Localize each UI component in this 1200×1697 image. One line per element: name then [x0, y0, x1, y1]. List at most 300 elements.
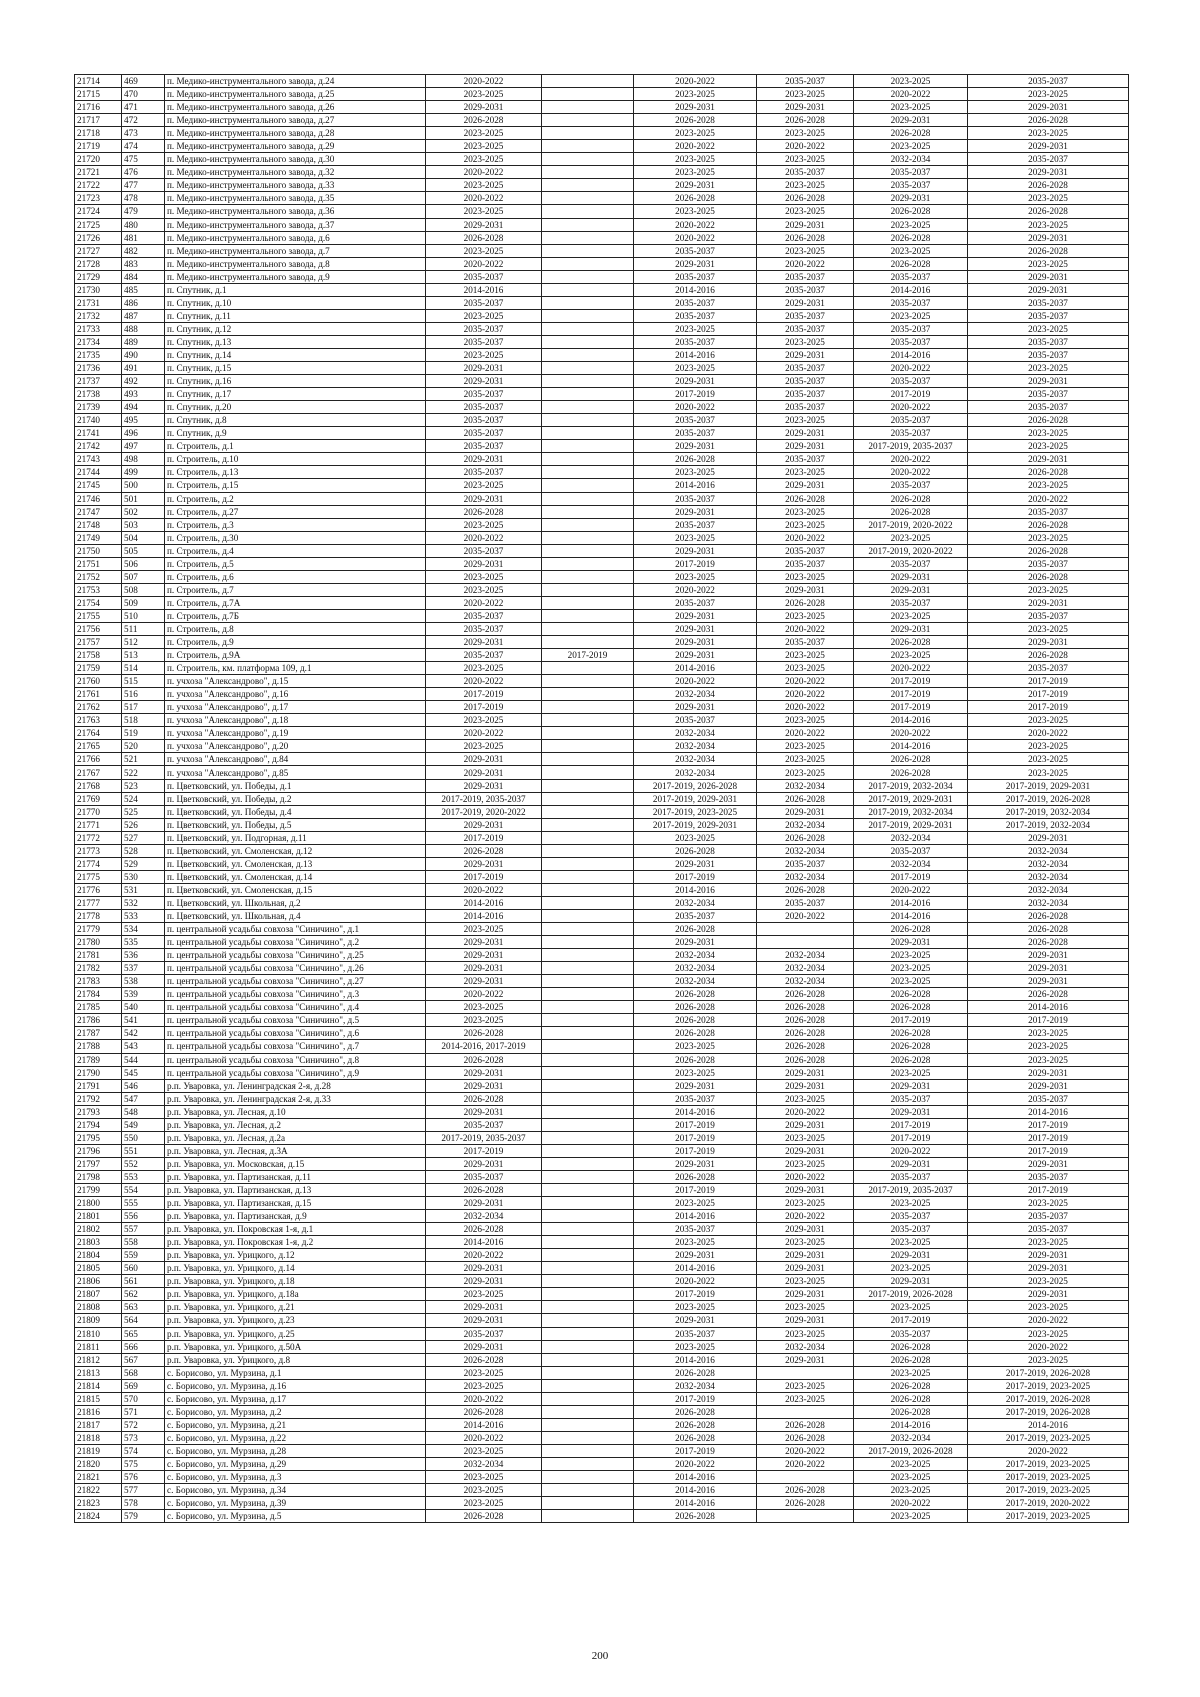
address-cell: п. центральной усадьбы совхоза "Синичино", д.25 — [165, 949, 426, 962]
period-cell-4: 2035-2037 — [757, 388, 854, 401]
row-number-cell: 535 — [122, 936, 165, 949]
row-number-cell: 518 — [122, 714, 165, 727]
row-id-cell: 21729 — [75, 270, 122, 283]
period-cell-4 — [757, 1510, 854, 1523]
row-number-cell: 560 — [122, 1262, 165, 1275]
period-cell-1: 2023-2025 — [426, 348, 542, 361]
period-cell-6: 2023-2025 — [968, 583, 1129, 596]
period-cell-6: 2032-2034 — [968, 883, 1129, 896]
period-cell-1: 2035-2037 — [426, 1170, 542, 1183]
period-cell-3: 2029-2031 — [634, 179, 757, 192]
period-cell-4: 2020-2022 — [757, 910, 854, 923]
period-cell-1: 2029-2031 — [426, 453, 542, 466]
row-id-cell: 21817 — [75, 1418, 122, 1431]
row-number-cell: 488 — [122, 322, 165, 335]
period-cell-5: 2014-2016 — [854, 740, 968, 753]
period-cell-6: 2017-2019, 2026-2028 — [968, 792, 1129, 805]
period-cell-2 — [542, 988, 634, 1001]
period-cell-5: 2023-2025 — [854, 1301, 968, 1314]
period-cell-3: 2035-2037 — [634, 910, 757, 923]
period-cell-1: 2014-2016 — [426, 910, 542, 923]
period-cell-5: 2023-2025 — [854, 1197, 968, 1210]
period-cell-4: 2023-2025 — [757, 335, 854, 348]
period-cell-6: 2035-2037 — [968, 1223, 1129, 1236]
row-id-cell: 21777 — [75, 896, 122, 909]
period-cell-4: 2029-2031 — [757, 1223, 854, 1236]
period-cell-1: 2020-2022 — [426, 1392, 542, 1405]
period-cell-6: 2035-2037 — [968, 388, 1129, 401]
address-cell: п. Цветковский, ул. Школьная, д.4 — [165, 910, 426, 923]
period-cell-3: 2023-2025 — [634, 88, 757, 101]
period-cell-3: 2035-2037 — [634, 596, 757, 609]
period-cell-5: 2023-2025 — [854, 1262, 968, 1275]
address-cell: п. Строитель, км. платформа 109, д.1 — [165, 662, 426, 675]
period-cell-2 — [542, 1288, 634, 1301]
period-cell-4: 2026-2028 — [757, 114, 854, 127]
period-cell-6: 2017-2019 — [968, 1183, 1129, 1196]
address-cell: п. Медико-инструментального завода, д.27 — [165, 114, 426, 127]
table-row — [75, 1314, 1129, 1327]
period-cell-1: 2029-2031 — [426, 375, 542, 388]
table-row — [75, 270, 1129, 283]
period-cell-4: 2026-2028 — [757, 1053, 854, 1066]
period-cell-5: 2023-2025 — [854, 309, 968, 322]
table-row — [75, 1144, 1129, 1157]
period-cell-4: 2035-2037 — [757, 896, 854, 909]
address-cell: п. Строитель, д.10 — [165, 453, 426, 466]
row-number-cell: 570 — [122, 1392, 165, 1405]
period-cell-6: 2029-2031 — [968, 101, 1129, 114]
table-row — [75, 923, 1129, 936]
period-cell-5: 2017-2019, 2020-2022 — [854, 518, 968, 531]
period-cell-2 — [542, 466, 634, 479]
period-cell-5: 2017-2019, 2035-2037 — [854, 1183, 968, 1196]
period-cell-6: 2035-2037 — [968, 348, 1129, 361]
table-row — [75, 401, 1129, 414]
period-cell-4: 2032-2034 — [757, 1340, 854, 1353]
period-cell-2 — [542, 949, 634, 962]
address-cell: п. учхоза "Александрово", д.15 — [165, 675, 426, 688]
address-cell: с. Борисово, ул. Мурзина, д.28 — [165, 1444, 426, 1457]
period-cell-3: 2023-2025 — [634, 127, 757, 140]
period-cell-5: 2020-2022 — [854, 453, 968, 466]
period-cell-6: 2017-2019, 2032-2034 — [968, 818, 1129, 831]
period-cell-3: 2017-2019 — [634, 1131, 757, 1144]
table-row — [75, 231, 1129, 244]
row-number-cell: 550 — [122, 1131, 165, 1144]
period-cell-2 — [542, 1144, 634, 1157]
row-number-cell: 492 — [122, 375, 165, 388]
period-cell-2 — [542, 231, 634, 244]
row-number-cell: 473 — [122, 127, 165, 140]
row-id-cell: 21808 — [75, 1301, 122, 1314]
address-cell: п. Строитель, д.5 — [165, 557, 426, 570]
period-cell-2 — [542, 1066, 634, 1079]
period-cell-4: 2023-2025 — [757, 1092, 854, 1105]
period-cell-3: 2026-2028 — [634, 923, 757, 936]
period-cell-5: 2017-2019, 2032-2034 — [854, 779, 968, 792]
period-cell-4: 2020-2022 — [757, 1210, 854, 1223]
period-cell-3: 2026-2028 — [634, 1027, 757, 1040]
period-cell-1: 2032-2034 — [426, 1457, 542, 1470]
period-cell-3: 2029-2031 — [634, 440, 757, 453]
table-row — [75, 1497, 1129, 1510]
period-cell-6: 2023-2025 — [968, 88, 1129, 101]
period-cell-2 — [542, 1262, 634, 1275]
table-row — [75, 140, 1129, 153]
period-cell-6: 2023-2025 — [968, 362, 1129, 375]
table-row — [75, 1471, 1129, 1484]
row-number-cell: 504 — [122, 531, 165, 544]
period-cell-5: 2029-2031 — [854, 1105, 968, 1118]
period-cell-5: 2020-2022 — [854, 88, 968, 101]
period-cell-3: 2029-2031 — [634, 1314, 757, 1327]
table-row — [75, 1288, 1129, 1301]
address-cell: п. Цветковский, ул. Победы, д.4 — [165, 805, 426, 818]
period-cell-4: 2023-2025 — [757, 414, 854, 427]
period-cell-4: 2023-2025 — [757, 153, 854, 166]
period-cell-2 — [542, 179, 634, 192]
period-cell-2 — [542, 1157, 634, 1170]
period-cell-4: 2023-2025 — [757, 753, 854, 766]
address-cell: п. Медико-инструментального завода, д.33 — [165, 179, 426, 192]
row-id-cell: 21784 — [75, 988, 122, 1001]
row-number-cell: 564 — [122, 1314, 165, 1327]
period-cell-1: 2014-2016 — [426, 1236, 542, 1249]
row-number-cell: 530 — [122, 870, 165, 883]
table-row — [75, 896, 1129, 909]
period-cell-6: 2017-2019, 2023-2025 — [968, 1457, 1129, 1470]
period-cell-2 — [542, 962, 634, 975]
row-id-cell: 21759 — [75, 662, 122, 675]
table-row — [75, 309, 1129, 322]
period-cell-6: 2029-2031 — [968, 1066, 1129, 1079]
table-row — [75, 636, 1129, 649]
period-cell-4: 2023-2025 — [757, 127, 854, 140]
table-row — [75, 857, 1129, 870]
table-row — [75, 870, 1129, 883]
period-cell-2 — [542, 505, 634, 518]
period-cell-5: 2035-2037 — [854, 375, 968, 388]
period-cell-4: 2020-2022 — [757, 1105, 854, 1118]
address-cell: п. центральной усадьбы совхоза "Синичино", д.26 — [165, 962, 426, 975]
address-cell: п. центральной усадьбы совхоза "Синичино", д.8 — [165, 1053, 426, 1066]
address-cell: п. Спутник, д.14 — [165, 348, 426, 361]
address-cell: п. Спутник, д.11 — [165, 309, 426, 322]
period-cell-6: 2017-2019, 2023-2025 — [968, 1431, 1129, 1444]
row-id-cell: 21744 — [75, 466, 122, 479]
row-number-cell: 487 — [122, 309, 165, 322]
period-cell-5: 2035-2037 — [854, 1092, 968, 1105]
row-number-cell: 551 — [122, 1144, 165, 1157]
period-cell-4: 2023-2025 — [757, 649, 854, 662]
row-number-cell: 499 — [122, 466, 165, 479]
period-cell-5: 2035-2037 — [854, 1223, 968, 1236]
period-cell-2 — [542, 453, 634, 466]
period-cell-2 — [542, 779, 634, 792]
period-cell-4: 2035-2037 — [757, 857, 854, 870]
period-cell-4: 2029-2031 — [757, 218, 854, 231]
period-cell-1: 2029-2031 — [426, 949, 542, 962]
row-id-cell: 21787 — [75, 1027, 122, 1040]
table-row — [75, 688, 1129, 701]
period-cell-4: 2029-2031 — [757, 1066, 854, 1079]
table-row — [75, 1027, 1129, 1040]
row-number-cell: 516 — [122, 688, 165, 701]
period-cell-4: 2026-2028 — [757, 1001, 854, 1014]
period-cell-6: 2017-2019, 2023-2025 — [968, 1484, 1129, 1497]
period-cell-1: 2029-2031 — [426, 1275, 542, 1288]
period-cell-1: 2026-2028 — [426, 231, 542, 244]
table-row — [75, 805, 1129, 818]
period-cell-2 — [542, 101, 634, 114]
period-cell-4: 2029-2031 — [757, 1249, 854, 1262]
row-number-cell: 555 — [122, 1197, 165, 1210]
period-cell-3: 2032-2034 — [634, 962, 757, 975]
period-cell-3: 2017-2019 — [634, 557, 757, 570]
row-id-cell: 21781 — [75, 949, 122, 962]
period-cell-5: 2014-2016 — [854, 283, 968, 296]
row-number-cell: 554 — [122, 1183, 165, 1196]
row-id-cell: 21762 — [75, 701, 122, 714]
period-cell-6: 2017-2019, 2032-2034 — [968, 805, 1129, 818]
period-cell-2 — [542, 88, 634, 101]
address-cell: р.п. Уваровка, ул. Партизанская, д.13 — [165, 1183, 426, 1196]
period-cell-5: 2032-2034 — [854, 831, 968, 844]
period-cell-4: 2029-2031 — [757, 427, 854, 440]
row-id-cell: 21714 — [75, 75, 122, 88]
period-cell-5: 2026-2028 — [854, 205, 968, 218]
row-number-cell: 527 — [122, 831, 165, 844]
period-cell-1: 2023-2025 — [426, 127, 542, 140]
period-cell-5: 2026-2028 — [854, 127, 968, 140]
period-cell-1: 2023-2025 — [426, 88, 542, 101]
period-cell-2 — [542, 1131, 634, 1144]
row-id-cell: 21812 — [75, 1353, 122, 1366]
period-cell-3: 2035-2037 — [634, 518, 757, 531]
period-cell-3: 2026-2028 — [634, 1001, 757, 1014]
address-cell: п. Цветковский, ул. Смоленская, д.13 — [165, 857, 426, 870]
row-id-cell: 21760 — [75, 675, 122, 688]
period-cell-2 — [542, 388, 634, 401]
period-cell-6: 2026-2028 — [968, 988, 1129, 1001]
address-cell: п. Медико-инструментального завода, д.30 — [165, 153, 426, 166]
row-id-cell: 21732 — [75, 309, 122, 322]
row-number-cell: 524 — [122, 792, 165, 805]
period-cell-6: 2032-2034 — [968, 870, 1129, 883]
period-cell-3: 2023-2025 — [634, 205, 757, 218]
row-number-cell: 579 — [122, 1510, 165, 1523]
period-cell-4: 2026-2028 — [757, 1418, 854, 1431]
row-number-cell: 542 — [122, 1027, 165, 1040]
period-cell-1: 2020-2022 — [426, 727, 542, 740]
period-cell-1: 2026-2028 — [426, 1053, 542, 1066]
row-number-cell: 557 — [122, 1223, 165, 1236]
period-cell-6: 2023-2025 — [968, 427, 1129, 440]
period-cell-2 — [542, 896, 634, 909]
period-cell-1: 2029-2031 — [426, 218, 542, 231]
period-cell-5: 2026-2028 — [854, 257, 968, 270]
period-cell-6: 2026-2028 — [968, 910, 1129, 923]
row-number-cell: 521 — [122, 753, 165, 766]
period-cell-6: 2029-2031 — [968, 1288, 1129, 1301]
period-cell-5: 2032-2034 — [854, 857, 968, 870]
period-cell-2 — [542, 1001, 634, 1014]
row-id-cell: 21794 — [75, 1118, 122, 1131]
period-cell-6: 2023-2025 — [968, 766, 1129, 779]
period-cell-2 — [542, 1484, 634, 1497]
period-cell-4: 2032-2034 — [757, 779, 854, 792]
period-cell-5: 2023-2025 — [854, 975, 968, 988]
period-cell-2 — [542, 596, 634, 609]
period-cell-6: 2023-2025 — [968, 218, 1129, 231]
period-cell-6: 2029-2031 — [968, 375, 1129, 388]
period-cell-2 — [542, 283, 634, 296]
row-number-cell: 572 — [122, 1418, 165, 1431]
row-id-cell: 21814 — [75, 1379, 122, 1392]
period-cell-6: 2029-2031 — [968, 283, 1129, 296]
period-cell-3: 2026-2028 — [634, 1170, 757, 1183]
row-number-cell: 547 — [122, 1092, 165, 1105]
period-cell-2 — [542, 296, 634, 309]
period-cell-4: 2032-2034 — [757, 844, 854, 857]
period-cell-3: 2035-2037 — [634, 244, 757, 257]
period-cell-1: 2029-2031 — [426, 1157, 542, 1170]
table-row — [75, 179, 1129, 192]
period-cell-6: 2026-2028 — [968, 649, 1129, 662]
period-cell-1: 2017-2019, 2035-2037 — [426, 1131, 542, 1144]
period-cell-1: 2029-2031 — [426, 936, 542, 949]
period-cell-1: 2026-2028 — [426, 114, 542, 127]
period-cell-2 — [542, 688, 634, 701]
period-cell-1: 2023-2025 — [426, 1497, 542, 1510]
period-cell-4: 2020-2022 — [757, 701, 854, 714]
period-cell-5: 2023-2025 — [854, 531, 968, 544]
period-cell-1: 2023-2025 — [426, 714, 542, 727]
period-cell-6: 2029-2031 — [968, 975, 1129, 988]
period-cell-4: 2023-2025 — [757, 88, 854, 101]
period-cell-1: 2029-2031 — [426, 362, 542, 375]
period-cell-2: 2017-2019 — [542, 649, 634, 662]
period-cell-1: 2035-2037 — [426, 440, 542, 453]
period-cell-1: 2035-2037 — [426, 622, 542, 635]
period-cell-4: 2029-2031 — [757, 1288, 854, 1301]
period-cell-1: 2020-2022 — [426, 988, 542, 1001]
address-cell: р.п. Уваровка, ул. Лесная, д.10 — [165, 1105, 426, 1118]
table-row — [75, 218, 1129, 231]
period-cell-6: 2026-2028 — [968, 114, 1129, 127]
period-cell-6: 2017-2019 — [968, 675, 1129, 688]
period-cell-2 — [542, 910, 634, 923]
period-cell-4: 2020-2022 — [757, 1444, 854, 1457]
address-cell: п. Цветковский, ул. Смоленская, д.12 — [165, 844, 426, 857]
table-row — [75, 831, 1129, 844]
row-number-cell: 575 — [122, 1457, 165, 1470]
table-row — [75, 1379, 1129, 1392]
address-cell: п. учхоза "Александрово", д.85 — [165, 766, 426, 779]
period-cell-1: 2026-2028 — [426, 1353, 542, 1366]
period-cell-6: 2017-2019, 2020-2022 — [968, 1497, 1129, 1510]
period-cell-2 — [542, 923, 634, 936]
table-row — [75, 479, 1129, 492]
period-cell-2 — [542, 1444, 634, 1457]
period-cell-6: 2023-2025 — [968, 1327, 1129, 1340]
period-cell-6: 2017-2019 — [968, 701, 1129, 714]
period-cell-6: 2035-2037 — [968, 335, 1129, 348]
period-cell-5: 2017-2019, 2029-2031 — [854, 792, 968, 805]
address-cell: п. Медико-инструментального завода, д.24 — [165, 75, 426, 88]
period-cell-1: 2014-2016 — [426, 1418, 542, 1431]
period-cell-5: 2017-2019 — [854, 701, 968, 714]
period-cell-4: 2026-2028 — [757, 192, 854, 205]
table-row — [75, 622, 1129, 635]
address-cell: р.п. Уваровка, ул. Ленинградская 2-я, д.33 — [165, 1092, 426, 1105]
period-cell-4: 2032-2034 — [757, 818, 854, 831]
row-id-cell: 21747 — [75, 505, 122, 518]
period-cell-1: 2023-2025 — [426, 583, 542, 596]
period-cell-4: 2035-2037 — [757, 75, 854, 88]
period-cell-5: 2020-2022 — [854, 662, 968, 675]
row-number-cell: 479 — [122, 205, 165, 218]
period-cell-5: 2026-2028 — [854, 1379, 968, 1392]
row-number-cell: 469 — [122, 75, 165, 88]
period-cell-4: 2029-2031 — [757, 440, 854, 453]
row-number-cell: 476 — [122, 166, 165, 179]
period-cell-4: 2020-2022 — [757, 531, 854, 544]
period-cell-2 — [542, 936, 634, 949]
address-cell: п. Медико-инструментального завода, д.7 — [165, 244, 426, 257]
period-cell-5: 2023-2025 — [854, 609, 968, 622]
period-cell-4: 2026-2028 — [757, 1027, 854, 1040]
period-cell-1: 2023-2025 — [426, 1366, 542, 1379]
table-row — [75, 1405, 1129, 1418]
row-number-cell: 478 — [122, 192, 165, 205]
period-cell-4: 2035-2037 — [757, 375, 854, 388]
period-cell-6: 2017-2019 — [968, 1144, 1129, 1157]
period-cell-2 — [542, 440, 634, 453]
row-number-cell: 502 — [122, 505, 165, 518]
period-cell-4: 2020-2022 — [757, 257, 854, 270]
period-cell-1: 2023-2025 — [426, 244, 542, 257]
period-cell-1: 2035-2037 — [426, 427, 542, 440]
period-cell-2 — [542, 427, 634, 440]
period-cell-5: 2014-2016 — [854, 714, 968, 727]
period-cell-2 — [542, 270, 634, 283]
row-number-cell: 507 — [122, 570, 165, 583]
period-cell-1: 2029-2031 — [426, 492, 542, 505]
period-cell-1: 2026-2028 — [426, 844, 542, 857]
period-cell-1: 2023-2025 — [426, 923, 542, 936]
row-number-cell: 576 — [122, 1471, 165, 1484]
period-cell-3: 2035-2037 — [634, 492, 757, 505]
address-cell: п. Строитель, д.15 — [165, 479, 426, 492]
period-cell-5: 2023-2025 — [854, 101, 968, 114]
period-cell-2 — [542, 1275, 634, 1288]
period-cell-2 — [542, 1366, 634, 1379]
period-cell-3: 2020-2022 — [634, 218, 757, 231]
period-cell-3: 2029-2031 — [634, 622, 757, 635]
period-cell-6: 2029-2031 — [968, 1079, 1129, 1092]
address-cell: п. Медико-инструментального завода, д.8 — [165, 257, 426, 270]
row-number-cell: 529 — [122, 857, 165, 870]
period-cell-6: 2029-2031 — [968, 962, 1129, 975]
address-cell: п. Строитель, д.1 — [165, 440, 426, 453]
period-cell-3: 2029-2031 — [634, 505, 757, 518]
row-id-cell: 21780 — [75, 936, 122, 949]
period-cell-1: 2023-2025 — [426, 1001, 542, 1014]
period-cell-5: 2035-2037 — [854, 414, 968, 427]
row-number-cell: 549 — [122, 1118, 165, 1131]
